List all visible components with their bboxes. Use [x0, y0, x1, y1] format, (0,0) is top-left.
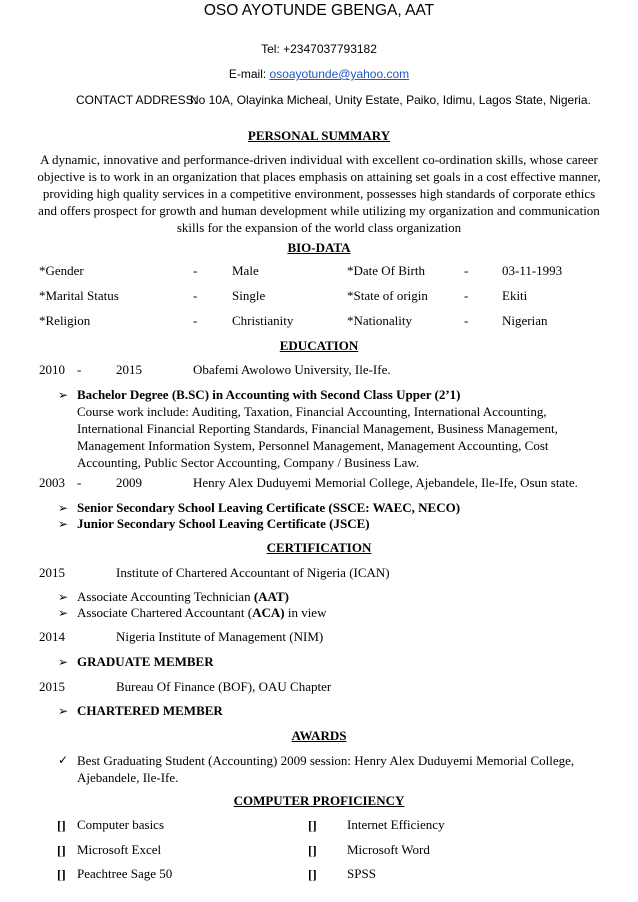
- arrow-bullet-icon: ➢: [58, 517, 69, 531]
- bracket-bullet-icon: []: [308, 843, 317, 858]
- arrow-bullet-icon: ➢: [58, 501, 69, 515]
- university-name: Obafemi Awolowo University, Ile-Ife.: [193, 362, 391, 377]
- membership-item: GRADUATE MEMBER: [77, 654, 214, 669]
- computer-heading: COMPUTER PROFICIENCY: [233, 793, 405, 808]
- candidate-name: OSO AYOTUNDE GBENGA, AAT: [203, 2, 435, 19]
- arrow-bullet-icon: ➢: [58, 590, 69, 604]
- cert-year: 2015: [39, 679, 65, 694]
- religion-value: Christianity: [232, 313, 294, 328]
- edu-start-year: 2010: [39, 362, 65, 377]
- skill-item: SPSS: [347, 866, 376, 881]
- marital-label: *Marital Status: [39, 288, 119, 303]
- summary-text: A dynamic, innovative and performance-driven individual with excellent co-ordination skills, whose career objective is to work in an organization that places emphasis on attaining set goals in a cost effective manner, providing high quality services in a competitive environment, possesses high standards of corporate ethics and offers prospect for growth and human development while utilizing my organization and communication skills for the expansion of the world class organization: [37, 152, 601, 235]
- edu-end-year: 2015: [116, 362, 142, 377]
- cert-body: Bureau Of Finance (BOF), OAU Chapter: [116, 679, 332, 694]
- jsce-cert: Junior Secondary School Leaving Certificate (JSCE): [77, 516, 370, 531]
- bracket-bullet-icon: []: [308, 867, 317, 882]
- aca-suffix: in view: [284, 605, 327, 620]
- state-value: Ekiti: [502, 288, 528, 303]
- cert-year: 2014: [39, 629, 65, 644]
- email-label: E-mail:: [228, 67, 270, 81]
- ssce-cert: Senior Secondary School Leaving Certificate (SSCE: WAEC, NECO): [77, 500, 461, 515]
- arrow-bullet-icon: ➢: [58, 704, 69, 718]
- dash: -: [464, 288, 469, 303]
- cert-year: 2015: [39, 565, 65, 580]
- dash: -: [193, 313, 198, 328]
- gender-value: Male: [232, 263, 259, 278]
- aat-abbr: (AAT): [253, 589, 289, 604]
- dob-label: *Date Of Birth: [347, 263, 425, 278]
- skill-item: Computer basics: [77, 817, 165, 832]
- membership-item: CHARTERED MEMBER: [77, 703, 223, 718]
- edu-end-year: 2009: [116, 475, 142, 490]
- address-value: No 10A, Olayinka Micheal, Unity Estate, Paiko, Idimu, Lagos State, Nigeria.: [190, 93, 591, 107]
- skill-item: Microsoft Word: [347, 842, 430, 857]
- dash: -: [193, 263, 198, 278]
- email-link[interactable]: osoayotunde@yahoo.com: [269, 67, 410, 81]
- skill-item: Internet Efficiency: [347, 817, 445, 832]
- bracket-bullet-icon: []: [57, 843, 66, 858]
- arrow-bullet-icon: ➢: [58, 606, 69, 620]
- religion-label: *Religion: [39, 313, 91, 328]
- aat-text: Associate Accounting Technician: [77, 589, 254, 604]
- email-line: [0, 67, 638, 81]
- marital-value: Single: [232, 288, 266, 303]
- bracket-bullet-icon: []: [308, 818, 317, 833]
- dash: -: [464, 313, 469, 328]
- education-heading: EDUCATION: [279, 338, 359, 353]
- dob-value: 03-11-1993: [502, 263, 563, 278]
- aat-item: [77, 589, 289, 605]
- bracket-bullet-icon: []: [57, 818, 66, 833]
- nationality-value: Nigerian: [502, 313, 548, 328]
- award-item: Best Graduating Student (Accounting) 2009 session: Henry Alex Duduyemi Memorial College, Ajebandele, Ile-Ife.: [77, 753, 575, 785]
- aca-text: Associate Chartered Accountant (: [77, 605, 253, 620]
- telephone: Tel: +2347037793182: [261, 42, 377, 56]
- coursework-text: Course work include: Auditing, Taxation, Financial Accounting, International Accounting, International Financial Reporting Standards, Financial Management, Business Management, Management Information System, Personnel Management, Management Accounting, Cost Accounting, Public Sector Accounting, Company / Business Law.: [77, 404, 558, 470]
- aca-abbr: ACA): [252, 605, 285, 620]
- nationality-label: *Nationality: [347, 313, 412, 328]
- skill-item: Microsoft Excel: [77, 842, 162, 857]
- dash: -: [193, 288, 198, 303]
- address-label: CONTACT ADDRESS:: [76, 93, 197, 107]
- dash: -: [77, 475, 82, 490]
- aca-item: [77, 605, 326, 621]
- summary-heading: PERSONAL SUMMARY: [247, 128, 391, 143]
- bracket-bullet-icon: []: [57, 867, 66, 882]
- state-label: *State of origin: [347, 288, 428, 303]
- cert-body: Nigeria Institute of Management (NIM): [116, 629, 324, 644]
- certification-heading: CERTIFICATION: [266, 540, 372, 555]
- dash: -: [464, 263, 469, 278]
- edu-start-year: 2003: [39, 475, 65, 490]
- college-name: Henry Alex Duduyemi Memorial College, Ajebandele, Ile-Ife, Osun state.: [193, 475, 578, 490]
- cert-body: Institute of Chartered Accountant of Nigeria (ICAN): [116, 565, 390, 580]
- arrow-bullet-icon: ➢: [58, 655, 69, 669]
- gender-label: *Gender: [39, 263, 84, 278]
- dash: -: [77, 362, 82, 377]
- awards-heading: AWARDS: [291, 728, 347, 743]
- degree-title: Bachelor Degree (B.SC) in Accounting with Second Class Upper (2’1): [77, 387, 461, 402]
- biodata-heading: BIO-DATA: [287, 240, 351, 255]
- skill-item: Peachtree Sage 50: [77, 866, 173, 881]
- arrow-bullet-icon: ➢: [58, 388, 69, 402]
- check-bullet-icon: ✓: [58, 753, 69, 767]
